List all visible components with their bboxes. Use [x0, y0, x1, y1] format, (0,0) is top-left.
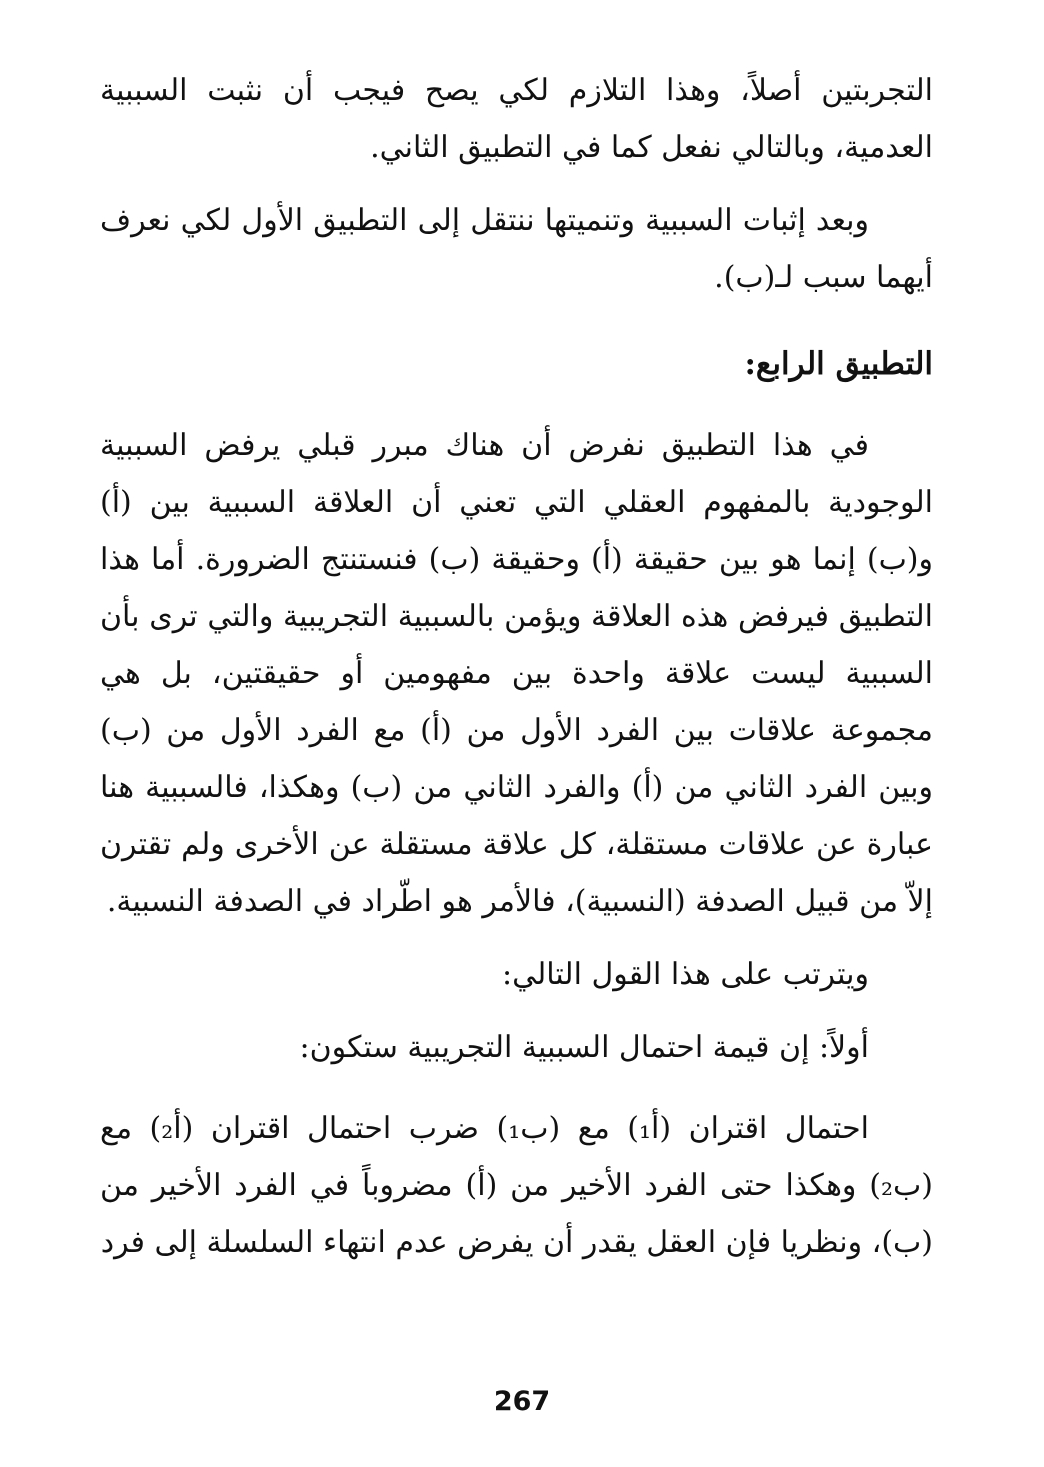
paragraph-proof-of-causality: وبعد إثبات السببية وتنميتها ننتقل إلى التطبيق الأول لكي نعرف أيهما سبب لـ(ب).	[100, 203, 933, 295]
paragraph-probability-product: احتمال اقتران (أ₁) مع (ب₁) ضرب احتمال اقتران (أ₂) مع (ب₂) وهكذا حتى الفرد الأخير من (أ) مضروباً في الفرد الأخير من (ب)، ونظريا فإن العقل يقدر أن يفرض عدم انتهاء السلسلة إلى فرد	[100, 1111, 933, 1260]
paragraph-fourth-application-body: في هذا التطبيق نفرض أن هناك مبرر قبلي يرفض السببية الوجودية بالمفهوم العقلي التي تعني أن العلاقة السببية بين (أ) و(ب) إنما هو بين حقيقة (أ) وحقيقة (ب) فنستنتج الضرورة. أما هذا التطبيق فيرفض هذه العلاقة ويؤمن بالسببية التجريبية والتي ترى بأن السببية ليست علاقة واحدة بين مفهومين أو حقيقتين، بل هي مجموعة علاقات بين الفرد الأول من (أ) مع الفرد الأول من (ب) وبين الفرد الثاني من (أ) والفرد الثاني من (ب) وهكذا، فالسببية هنا عبارة عن علاقات مستقلة، كل علاقة مستقلة عن الأخرى ولم تقترن إلاّ من قبيل الصدفة (النسبية)، فالأمر هو اطّراد في الصدفة النسبية.	[100, 428, 933, 919]
document-page	[100, 62, 933, 1382]
paragraph-first-point: أولاً: إن قيمة احتمال السببية التجريبية ستكون:	[299, 1030, 869, 1065]
paragraph-continuation: التجربتين أصلاً، وهذا التلازم لكي يصح فيجب أن نثبت السببية العدمية، وبالتالي نفعل كما في التطبيق الثاني.	[100, 73, 933, 165]
paragraph-consequence-intro: ويترتب على هذا القول التالي:	[501, 957, 869, 992]
page-number: 267	[493, 1386, 551, 1417]
section-heading-fourth-application: التطبيق الرابع:	[744, 346, 933, 382]
